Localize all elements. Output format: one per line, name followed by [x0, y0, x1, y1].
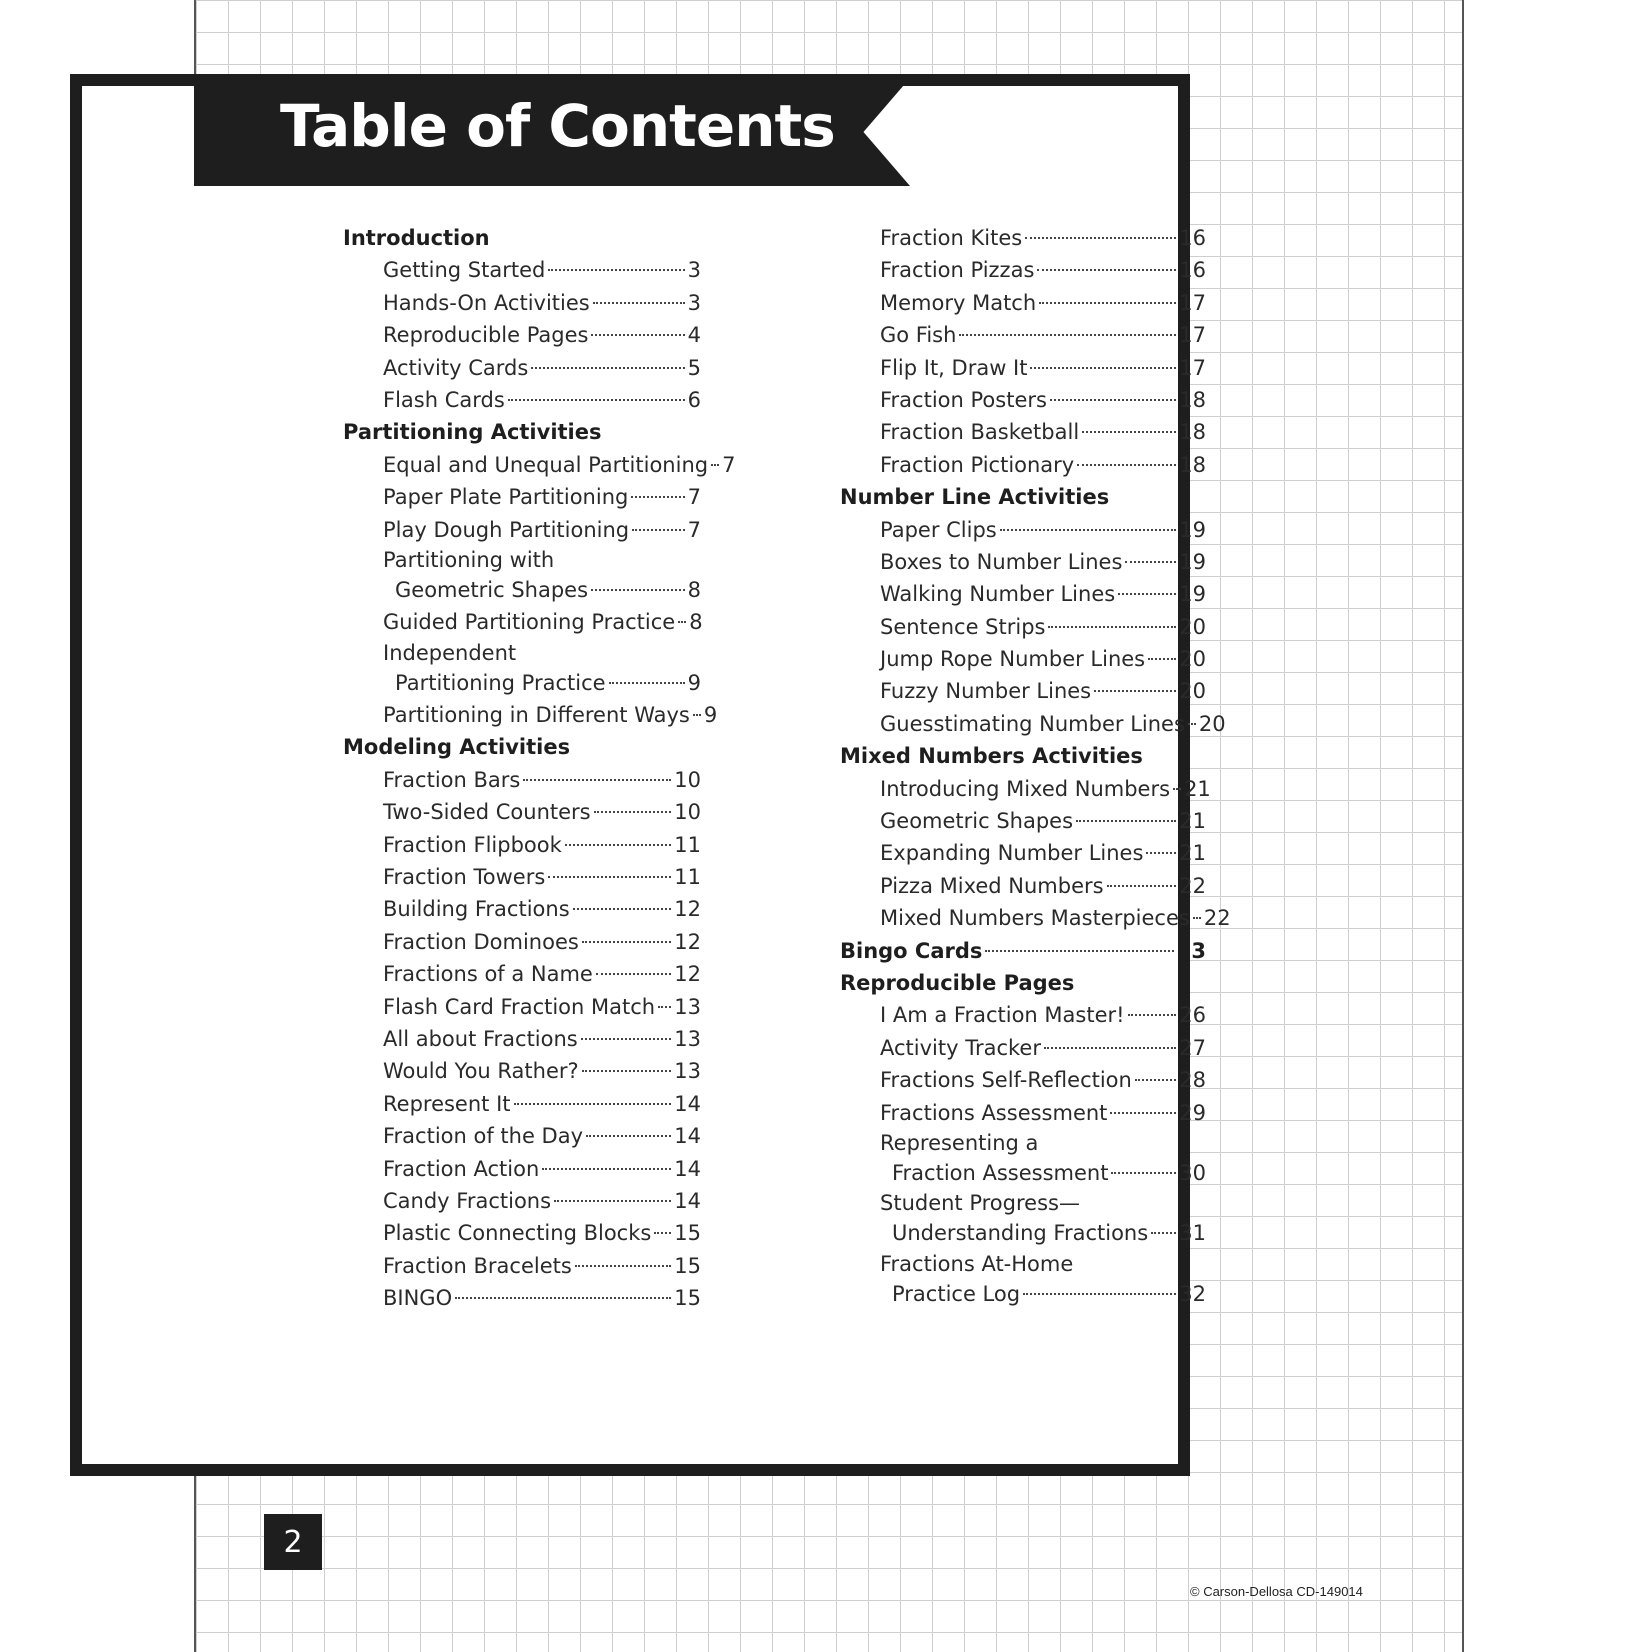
- toc-entry-pizza-mixed-numbers[interactable]: [840, 870, 1206, 902]
- toc-entry-label: Fraction Pizzas: [880, 258, 1035, 283]
- page-number: 2: [264, 1514, 322, 1570]
- toc-entry-page: 17: [1179, 323, 1206, 348]
- toc-entry-would-you-rather[interactable]: [343, 1055, 701, 1087]
- toc-entry-play-dough-partitioning[interactable]: [343, 514, 701, 546]
- toc-entry-activity-cards[interactable]: [343, 352, 701, 384]
- toc-entry-two-sided-counters[interactable]: [343, 796, 701, 828]
- toc-entry-label: I Am a Fraction Master!: [880, 1003, 1125, 1028]
- dot-leader: [1030, 367, 1176, 369]
- toc-entry-page: 31: [1179, 1221, 1206, 1246]
- toc-entry-flash-card-fraction-match[interactable]: [343, 991, 701, 1023]
- toc-entry-label-line2: Understanding Fractions: [892, 1221, 1149, 1246]
- toc-entry-fractions-self-reflection[interactable]: [840, 1064, 1206, 1096]
- toc-entry-label-line2: Practice Log: [892, 1281, 1021, 1306]
- toc-entry-bingo-cards[interactable]: [840, 935, 1206, 967]
- toc-entry-paper-clips[interactable]: [840, 514, 1206, 546]
- toc-entry-jump-rope-number-lines[interactable]: [840, 643, 1206, 675]
- toc-entry-page: 9: [703, 703, 718, 728]
- toc-entry-fraction-of-the-day[interactable]: [343, 1120, 701, 1152]
- toc-section-mixed-numbers-activities: Mixed Numbers Activities: [840, 744, 1143, 769]
- toc-entry-label: Guided Partitioning Practice: [383, 610, 676, 635]
- toc-entry-label: Paper Clips: [880, 517, 997, 542]
- toc-entry-page: 9: [687, 670, 701, 695]
- toc-entry-label: Walking Number Lines: [880, 582, 1116, 607]
- toc-entry-partitioning-with-geometric-shapes[interactable]: [343, 546, 701, 606]
- toc-entry-page: 10: [674, 800, 701, 825]
- toc-entry-page: 14: [674, 1124, 701, 1149]
- dot-leader: [1110, 1112, 1176, 1114]
- toc-entry-page: 10: [674, 767, 701, 792]
- toc-entry-label: Fraction Bars: [383, 767, 521, 792]
- toc-entry-page: 20: [1179, 679, 1206, 704]
- toc-entry-label: Mixed Numbers Masterpieces: [880, 906, 1190, 931]
- toc-entry-page: 13: [674, 1026, 701, 1051]
- toc-entry-label: Flip It, Draw It: [880, 355, 1028, 380]
- dot-leader: [582, 941, 671, 943]
- toc-entry-label-line1: Representing a: [880, 1130, 1039, 1155]
- toc-entry-guided-partitioning-practice[interactable]: [343, 606, 701, 638]
- toc-entry-label-line2: Geometric Shapes: [395, 577, 589, 602]
- dot-leader: [1000, 529, 1177, 531]
- dot-leader: [594, 811, 672, 813]
- toc-entry-page: 14: [674, 1091, 701, 1116]
- toc-entry-page: 7: [722, 452, 736, 477]
- toc-entry-label: Fractions of a Name: [383, 962, 593, 987]
- toc-entry-page: 20: [1198, 711, 1226, 736]
- toc-entry-page: 7: [687, 517, 701, 542]
- toc-entry-label: Flash Cards: [383, 387, 505, 412]
- dot-leader: [1173, 788, 1181, 790]
- dot-leader: [1076, 820, 1176, 822]
- toc-entry-page: 18: [1179, 420, 1206, 445]
- toc-entry-page: 19: [1179, 582, 1206, 607]
- dot-leader: [1082, 431, 1176, 433]
- dot-leader: [581, 1038, 672, 1040]
- toc-entry-label: Boxes to Number Lines: [880, 549, 1123, 574]
- toc-entry-expanding-number-lines[interactable]: [840, 837, 1206, 869]
- dot-leader: [1128, 1014, 1177, 1016]
- toc-entry-label: Jump Rope Number Lines: [880, 647, 1146, 672]
- dot-leader: [609, 682, 685, 684]
- toc-entry-fuzzy-number-lines[interactable]: [840, 675, 1206, 707]
- dot-leader: [985, 950, 1173, 952]
- toc-entry-representing-a-fraction-assessment[interactable]: [840, 1129, 1206, 1189]
- toc-entry-page: 13: [674, 994, 701, 1019]
- toc-entry-label: Bingo Cards: [840, 938, 983, 963]
- toc-entry-activity-tracker[interactable]: [840, 1032, 1206, 1064]
- dot-leader: [548, 269, 684, 271]
- toc-entry-label: Fraction Pictionary: [880, 452, 1075, 477]
- toc-entry-label: Building Fractions: [383, 897, 570, 922]
- toc-entry-label: Memory Match: [880, 290, 1037, 315]
- dot-leader: [631, 496, 684, 498]
- toc-entry-paper-plate-partitioning[interactable]: [343, 481, 701, 513]
- dot-leader: [596, 973, 671, 975]
- toc-entry-flash-cards[interactable]: [343, 384, 701, 416]
- dot-leader: [1023, 1293, 1176, 1295]
- toc-entry-label: Two-Sided Counters: [383, 800, 591, 825]
- toc-entry-page: 14: [674, 1156, 701, 1181]
- dot-leader: [1039, 302, 1176, 304]
- toc-entry-page: 11: [674, 832, 701, 857]
- toc-entry-label-line1: Student Progress—: [880, 1191, 1080, 1216]
- dot-leader: [654, 1232, 671, 1234]
- toc-entry-guesstimating-number-lines[interactable]: [840, 708, 1226, 740]
- dot-leader: [1111, 1172, 1176, 1174]
- toc-entry-sentence-strips[interactable]: [840, 611, 1206, 643]
- toc-entry-page: 21: [1179, 841, 1206, 866]
- toc-entry-page: 21: [1179, 809, 1206, 834]
- toc-entry-label: Introducing Mixed Numbers: [880, 776, 1171, 801]
- toc-entry-page: 20: [1179, 614, 1206, 639]
- toc-entry-label: Activity Cards: [383, 355, 529, 380]
- toc-entry-label: Fractions Self-Reflection: [880, 1068, 1132, 1093]
- dot-leader: [1050, 399, 1176, 401]
- toc-entry-page: 29: [1179, 1100, 1206, 1125]
- dot-leader: [1094, 690, 1176, 692]
- toc-entry-fractions-of-a-name[interactable]: [343, 958, 701, 990]
- toc-entry-label-line2: Partitioning Practice: [395, 670, 606, 695]
- toc-entry-reproducible-pages[interactable]: [343, 319, 701, 351]
- toc-entry-all-about-fractions[interactable]: [343, 1023, 701, 1055]
- toc-entry-fraction-towers[interactable]: [343, 861, 701, 893]
- toc-entry-page: 20: [1179, 647, 1206, 672]
- toc-entry-label: Fraction Basketball: [880, 420, 1080, 445]
- dot-leader: [1044, 1047, 1176, 1049]
- toc-entry-label: Fractions Assessment: [880, 1100, 1108, 1125]
- toc-entry-label: Candy Fractions: [383, 1188, 552, 1213]
- toc-entry-label: Fraction Posters: [880, 387, 1047, 412]
- dot-leader: [514, 1103, 672, 1105]
- dot-leader: [1107, 885, 1177, 887]
- toc-entry-fractions-at-home-practice-log[interactable]: [840, 1250, 1206, 1310]
- toc-entry-building-fractions[interactable]: [343, 893, 701, 925]
- dot-leader: [1048, 626, 1176, 628]
- dot-leader: [508, 399, 685, 401]
- toc-entry-memory-match[interactable]: [840, 287, 1206, 319]
- toc-entry-flip-it-draw-it[interactable]: [840, 352, 1206, 384]
- toc-entry-label: Guesstimating Number Lines: [880, 711, 1185, 736]
- toc-entry-label: BINGO: [383, 1286, 453, 1311]
- toc-entry-page: 8: [687, 577, 701, 602]
- toc-entry-page: 16: [1179, 226, 1206, 250]
- toc-entry-page: 18: [1179, 387, 1206, 412]
- dot-leader: [1135, 1079, 1176, 1081]
- toc-entry-page: 15: [674, 1286, 701, 1311]
- toc-entry-label-line2: Fraction Assessment: [892, 1160, 1109, 1185]
- dot-leader: [693, 714, 701, 716]
- toc-section-introduction: Introduction: [343, 226, 490, 250]
- toc-entry-page: 12: [674, 929, 701, 954]
- dot-leader: [1193, 917, 1201, 919]
- toc-entry-page: 12: [674, 962, 701, 987]
- toc-entry-independent-partitioning-practice[interactable]: [343, 639, 701, 699]
- toc-entry-go-fish[interactable]: [840, 319, 1206, 351]
- dot-leader: [565, 844, 671, 846]
- dot-leader: [523, 779, 671, 781]
- dot-leader: [586, 1135, 671, 1137]
- dot-leader: [1148, 658, 1176, 660]
- toc-entry-i-am-a-fraction-master[interactable]: [840, 999, 1206, 1031]
- toc-entry-page: 3: [687, 258, 701, 283]
- dot-leader: [554, 1200, 671, 1202]
- toc-entry-label: Reproducible Pages: [383, 323, 589, 348]
- toc-section-number-line-activities: Number Line Activities: [840, 485, 1110, 510]
- toc-entry-label: Equal and Unequal Partitioning: [383, 452, 709, 477]
- toc-entry-page: 16: [1179, 258, 1206, 283]
- toc-entry-candy-fractions[interactable]: [343, 1185, 701, 1217]
- toc-entry-label: Fraction Kites: [880, 226, 1023, 250]
- toc-entry-label: Getting Started: [383, 258, 546, 283]
- dot-leader: [1025, 237, 1176, 239]
- toc-entry-page: 17: [1179, 290, 1206, 315]
- toc-entry-fraction-pizzas[interactable]: [840, 254, 1206, 286]
- toc-entry-label: Fraction Action: [383, 1156, 540, 1181]
- toc-entry-page: 15: [674, 1221, 701, 1246]
- toc-entry-page: 19: [1179, 549, 1206, 574]
- toc-entry-fraction-action[interactable]: [343, 1153, 701, 1185]
- toc-entry-page: 17: [1179, 355, 1206, 380]
- toc-section-reproducible-pages: Reproducible Pages: [840, 970, 1075, 995]
- dot-leader: [959, 334, 1176, 336]
- toc-entry-fraction-pictionary[interactable]: [840, 449, 1206, 481]
- toc-entry-hands-on-activities[interactable]: [343, 287, 701, 319]
- dot-leader: [575, 1265, 671, 1267]
- toc-entry-page: 18: [1179, 452, 1206, 477]
- dot-leader: [678, 621, 686, 623]
- toc-entry-fraction-kites[interactable]: [840, 222, 1206, 254]
- toc-entry-student-progress-understanding-fractions[interactable]: [840, 1189, 1206, 1249]
- dot-leader: [591, 334, 684, 336]
- toc-entry-label: Fraction Bracelets: [383, 1253, 572, 1278]
- toc-entry-page: 32: [1179, 1281, 1206, 1306]
- toc-entry-label: Fraction Flipbook: [383, 832, 562, 857]
- toc-entry-label: Plastic Connecting Blocks: [383, 1221, 652, 1246]
- dot-leader: [531, 367, 684, 369]
- toc-entry-label: Fraction Dominoes: [383, 929, 579, 954]
- toc-entry-fraction-flipbook[interactable]: [343, 829, 701, 861]
- toc-entry-label: Fraction of the Day: [383, 1124, 584, 1149]
- dot-leader: [1118, 593, 1176, 595]
- dot-leader: [591, 589, 685, 591]
- toc-entry-fraction-posters[interactable]: [840, 384, 1206, 416]
- toc-entry-label: Play Dough Partitioning: [383, 517, 630, 542]
- dot-leader: [542, 1168, 671, 1170]
- toc-entry-page: 3: [687, 290, 701, 315]
- toc-section-modeling-activities: Modeling Activities: [343, 735, 571, 760]
- dot-leader: [711, 464, 719, 466]
- toc-entry-fraction-basketball[interactable]: [840, 416, 1206, 448]
- toc-entry-page: 23: [1176, 938, 1206, 963]
- dot-leader: [1125, 561, 1176, 563]
- toc-entry-label: Expanding Number Lines: [880, 841, 1144, 866]
- toc-entry-page: 12: [674, 897, 701, 922]
- toc-entry-partitioning-in-different-ways[interactable]: [343, 699, 718, 731]
- toc-entry-page: 30: [1179, 1160, 1206, 1185]
- toc-entry-page: 13: [674, 1059, 701, 1084]
- toc-entry-page: 4: [687, 323, 701, 348]
- toc-entry-label: Pizza Mixed Numbers: [880, 873, 1104, 898]
- dot-leader: [632, 529, 685, 531]
- toc-entry-fraction-bracelets[interactable]: [343, 1250, 701, 1282]
- dot-leader: [455, 1297, 671, 1299]
- dot-leader: [582, 1070, 672, 1072]
- dot-leader: [548, 876, 671, 878]
- toc-entry-label: Fraction Towers: [383, 865, 546, 890]
- toc-entry-introducing-mixed-numbers[interactable]: [840, 773, 1211, 805]
- toc-entry-label: All about Fractions: [383, 1026, 578, 1051]
- toc-entry-plastic-connecting-blocks[interactable]: [343, 1217, 701, 1249]
- toc-entry-label: Sentence Strips: [880, 614, 1046, 639]
- toc-entry-fraction-dominoes[interactable]: [343, 926, 701, 958]
- toc-entry-page: 5: [687, 355, 701, 380]
- toc-entry-label: Represent It: [383, 1091, 511, 1116]
- toc-entry-label: Geometric Shapes: [880, 809, 1074, 834]
- dot-leader: [593, 302, 685, 304]
- toc-entry-label: Paper Plate Partitioning: [383, 485, 629, 510]
- toc-entry-page: 11: [674, 865, 701, 890]
- dot-leader: [1037, 269, 1176, 271]
- toc-right-column: [840, 222, 1231, 1310]
- toc-entry-page: 26: [1179, 1003, 1206, 1028]
- toc-entry-page: 27: [1179, 1035, 1206, 1060]
- toc-entry-label: Partitioning in Different Ways: [383, 703, 690, 728]
- toc-entry-page: 21: [1184, 776, 1211, 801]
- dot-leader: [1077, 464, 1176, 466]
- dot-leader: [1146, 852, 1176, 854]
- toc-left-column: [343, 222, 736, 1315]
- toc-entry-label-line1: Fractions At-Home: [880, 1251, 1074, 1276]
- toc-entry-label-line1: Partitioning with: [383, 547, 555, 572]
- toc-entry-page: 14: [674, 1188, 701, 1213]
- toc-entry-label: Hands-On Activities: [383, 290, 590, 315]
- toc-entry-bingo[interactable]: [343, 1282, 701, 1314]
- dot-leader: [658, 1006, 671, 1008]
- dot-leader: [573, 908, 672, 910]
- toc-entry-page: 22: [1179, 873, 1206, 898]
- toc-entry-label: Would You Rather?: [383, 1059, 579, 1084]
- toc-entry-equal-and-unequal-partitioning[interactable]: [343, 449, 736, 481]
- toc-section-partitioning-activities: Partitioning Activities: [343, 420, 602, 445]
- toc-entry-page: 19: [1179, 517, 1206, 542]
- toc-entry-page: 15: [674, 1253, 701, 1278]
- toc-entry-fractions-assessment[interactable]: [840, 1097, 1206, 1129]
- toc-entry-label: Flash Card Fraction Match: [383, 994, 656, 1019]
- toc-entry-boxes-to-number-lines[interactable]: [840, 546, 1206, 578]
- toc-entry-label: Fuzzy Number Lines: [880, 679, 1092, 704]
- toc-entry-label-line1: Independent: [383, 640, 517, 665]
- dot-leader: [1151, 1232, 1176, 1234]
- dot-leader: [1188, 723, 1196, 725]
- copyright-notice: © Carson-Dellosa CD-149014: [1190, 1584, 1363, 1599]
- toc-entry-walking-number-lines[interactable]: [840, 578, 1206, 610]
- toc-entry-page: 28: [1179, 1068, 1206, 1093]
- toc-entry-fraction-bars[interactable]: [343, 764, 701, 796]
- toc-entry-mixed-numbers-masterpieces[interactable]: [840, 902, 1231, 934]
- toc-entry-getting-started[interactable]: [343, 254, 701, 286]
- toc-entry-represent-it[interactable]: [343, 1088, 701, 1120]
- toc-entry-page: 7: [687, 485, 701, 510]
- toc-entry-label: Go Fish: [880, 323, 957, 348]
- toc-entry-page: 6: [687, 387, 701, 412]
- toc-entry-label: Activity Tracker: [880, 1035, 1041, 1060]
- toc-entry-page: 8: [689, 610, 703, 635]
- toc-entry-geometric-shapes[interactable]: [840, 805, 1206, 837]
- page-title: Table of Contents: [280, 92, 835, 160]
- toc-entry-page: 22: [1203, 906, 1231, 931]
